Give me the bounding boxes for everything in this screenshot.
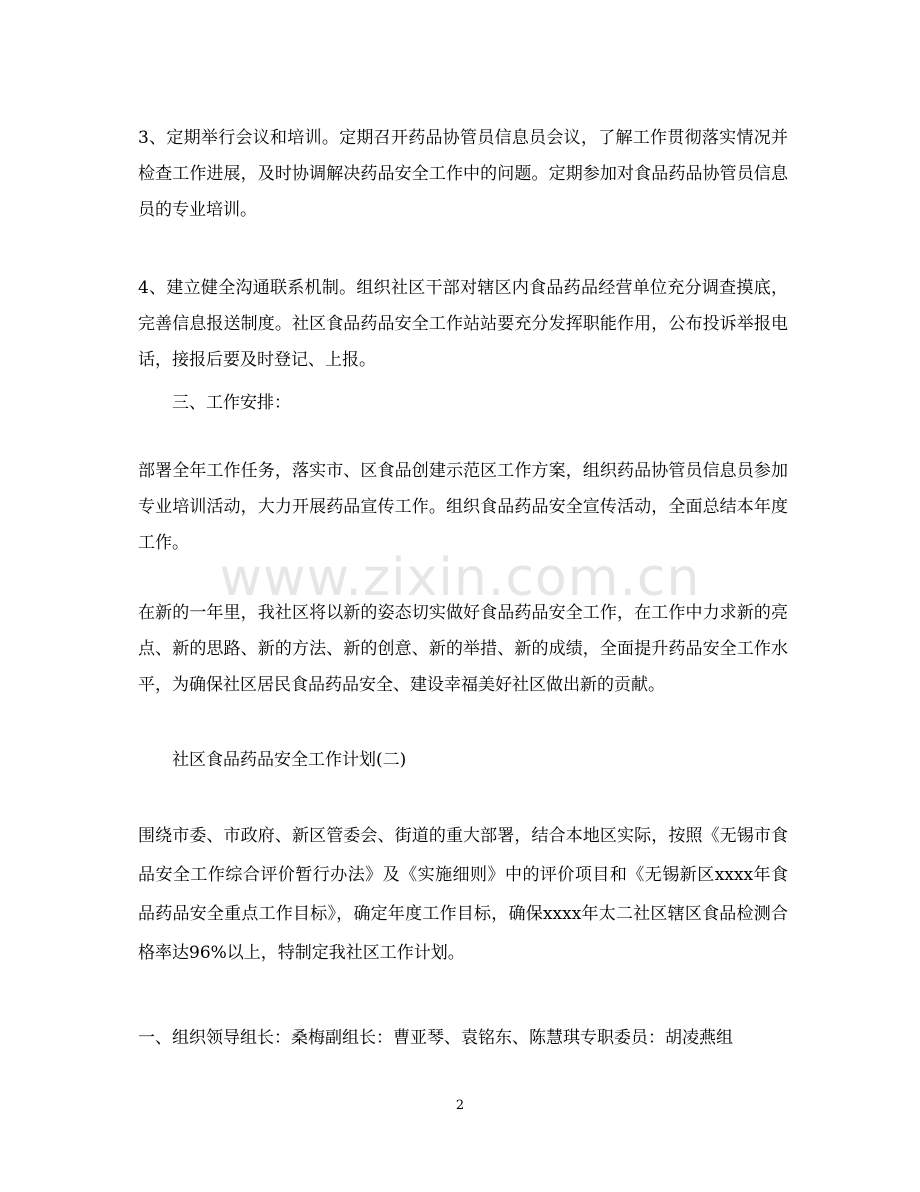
section-heading-plan-two: 社区食品药品安全工作计划(二) bbox=[172, 750, 407, 770]
section-heading-work-arrangement: 三、工作安排： bbox=[172, 393, 291, 413]
page-number: 2 bbox=[455, 1098, 465, 1113]
watermark: www.zixin.com.cn bbox=[219, 548, 701, 608]
paragraph-annual-tasks: 部署全年工作任务，落实市、区食品创建示范区工作方案，组织药品协管员信息员参加专业培训活动，大力开展药品宣传工作。组织食品药品安全宣传活动，全面总结本年度工作。 bbox=[138, 461, 788, 553]
paragraph-objectives: 围绕市委、市政府、新区管委会、街道的重大部署，结合本地区实际，按照《无锡市食品安全工作综合评价暂行办法》及《实施细则》中的评价项目和《无锡新区xxxx年食品药品安全重点工作目标》，确定年度工作目标，确保xxxx年太二社区辖区食品检测合格率达96%以上，特制定我社区工作计划。 bbox=[138, 826, 788, 963]
paragraph-meetings-training: 3、定期举行会议和培训。定期召开药品协管员信息员会议，了解工作贯彻落实情况并检查工作进展，及时协调解决药品安全工作中的问题。定期参加对食品药品协管员信息员的专业培训。 bbox=[138, 128, 788, 220]
paragraph-communication-mechanism: 4、建立健全沟通联系机制。组织社区干部对辖区内食品药品经营单位充分调查摸底，完善信息报送制度。社区食品药品安全工作站站要充分发挥职能作用，公布投诉举报电话，接报后要及时登记、上报。 bbox=[138, 278, 788, 370]
paragraph-new-year-goals: 在新的一年里，我社区将以新的姿态切实做好食品药品安全工作，在工作中力求新的亮点、新的思路、新的方法、新的创意、新的举措、新的成绩，全面提升药品安全工作水平，为确保社区居民食品药品安全、建设幸福美好社区做出新的贡献。 bbox=[138, 603, 788, 695]
paragraph-organization-leadership: 一、组织领导组长：桑梅副组长：曹亚琴、袁铭东、陈慧琪专职委员：胡凌燕组 bbox=[138, 1028, 733, 1048]
